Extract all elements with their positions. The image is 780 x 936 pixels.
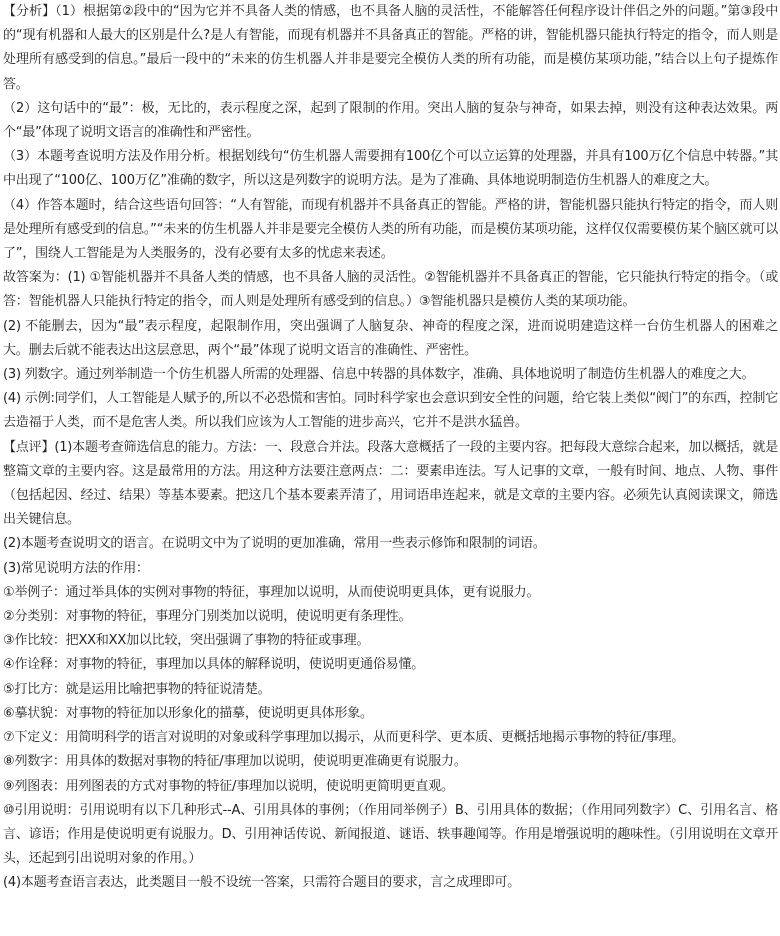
comment-paragraph-1: 【点评】(1)本题考查筛选信息的能力。方法：一、段意合并法。段落大意概括了一段的主要内容。把每段大意综合起来，加以概括，就是整篇文章的主要内容。这是最常用的方法。用这种方法要注意两点：二：要素串连法。写人记事的文章，一般有时间、地点、人物、事件（包括起因、经过、结果）等基本要素。把这几个基本要素弄清了，用词语串连起来，就是文章的主要内容。必须先认真阅读课文，筛选出关键信息。 bbox=[3, 439, 778, 528]
method-item-5: ⑤打比方：就是运用比喻把事物的特征说清楚。 bbox=[3, 681, 271, 697]
comment-paragraph-2: (2)本题考查说明文的语言。在说明文中为了说明的更加准确，常用一些表示修饰和限制的词语。 bbox=[3, 536, 546, 552]
answer-paragraph-4: (4) 示例:同学们，人工智能是人赋予的,所以不必恐慌和害怕。同时科学家也会意识到安全性的问题，给它装上类似“阀门”的东西，控制它去造福于人类，而不是危害人类。所以我们应该为人工智能的进步高兴，它并不是洪水猛兽。 bbox=[3, 391, 778, 431]
method-item-4: ④作诠释：对事物的特征，事理加以具体的解释说明，使说明更通俗易懂。 bbox=[3, 657, 425, 673]
method-item-2: ②分类别：对事物的特征，事理分门别类加以说明，使说明更有条理性。 bbox=[3, 609, 412, 625]
answer-paragraph-1: 故答案为：(1) ①智能机器并不具备人类的情感，也不具备人脑的灵活性。②智能机器并不具备真正的智能，它只能执行特定的指令。（或答：智能机器人只能执行特定的指令，而人则是处理所有感受到的信息。）③智能机器只是模仿人类的某项功能。 bbox=[3, 270, 778, 310]
analysis-paragraph-1: 【分析】（1）根据第②段中的“因为它并不具备人类的情感，也不具备人脑的灵活性，不能解答任何程序设计伴侣之外的问题。”第③段中的“现有机器和人最大的区别是什么?是人有智能，而现有机器并不具备真正的智能。严格的讲，智能机器只能执行特定的指令，而人则是处理所有感受到的信息。”最后一段中的“未来的仿生机器人并非是要完全模仿人类的所有功能，而是模仿某项功能，”结合以上句子提炼作答。 bbox=[3, 4, 778, 92]
answer-paragraph-3: (3) 列数字。通过列举制造一个仿生机器人所需的处理器、信息中转器的具体数字，准确、具体地说明了制造仿生机器人的难度之大。 bbox=[3, 367, 755, 383]
analysis-paragraph-2: （2）这句话中的“最”：极，无比的，表示程度之深，起到了限制的作用。突出人脑的复杂与神奇，如果去掉，则没有这种表达效果。两个“最”体现了说明文语言的准确性和严密性。 bbox=[3, 100, 778, 141]
comment-paragraph-3: (3)常见说明方法的作用： bbox=[3, 560, 149, 576]
answer-analysis-document bbox=[3, 0, 778, 896]
method-item-3: ③作比较：把XX和XX加以比较，突出强调了事物的特征或事理。 bbox=[3, 633, 370, 649]
analysis-paragraph-4: （4）作答本题时，结合这些语句回答：“人有智能，而现有机器并不具备真正的智能。严格的讲，智能机器只能执行特定的指令，而人则是处理所有感受到的信息。”“未来的仿生机器人并非是要完全模仿人类的所有功能，而是模仿某项功能，这样仅仅需要模仿某个脑区就可以了”，围绕人工智能是为人类服务的，没有必要有太多的忧虑来表述。 bbox=[3, 197, 778, 262]
method-item-10: ⑩引用说明：引用说明有以下几种形式--A、引用具体的事例；（作用同举例子）B、引用具体的数据；（作用同列数字）C、引用名言、格言、谚语；作用是使说明更有说服力。D、引用神话传说、新闻报道、谜语、轶事趣闻等。作用是增强说明的趣味性。（引用说明在文章开头，还起到引出说明对象的作用。） bbox=[3, 802, 778, 867]
method-item-7: ⑦下定义：用简明科学的语言对说明的对象或科学事理加以揭示，从而更科学、更本质、更概括地揭示事物的特征/事理。 bbox=[3, 730, 685, 746]
method-item-8: ⑧列数字：用具体的数据对事物的特征/事理加以说明，使说明更准确更有说服力。 bbox=[3, 754, 467, 770]
answer-paragraph-2: (2) 不能删去，因为“最”表示程度，起限制作用，突出强调了人脑复杂、神奇的程度之深，进而说明建造这样一台仿生机器人的困难之大。删去后就不能表达出这层意思，两个“最”体现了说明文语言的准确性、严密性。 bbox=[3, 318, 778, 358]
method-item-1: ①举例子：通过举具体的实例对事物的特征，事理加以说明，从而使说明更具体，更有说服力。 bbox=[3, 584, 540, 600]
analysis-paragraph-3: （3）本题考查说明方法及作用分析。根据划线句“仿生机器人需要拥有100亿个可以立运算的处理器，并具有100万亿个信息中转器。”其中出现了“100亿、100万亿”准确的数字，所以这是列数字的说明方法。是为了准确、具体地说明制造仿生机器人的难度之大。 bbox=[3, 149, 778, 189]
method-item-9: ⑨列图表：用列图表的方式对事物的特征/事理加以说明，使说明更简明更直观。 bbox=[3, 778, 454, 794]
comment-paragraph-4: (4)本题考查语言表达，此类题目一般不设统一答案，只需符合题目的要求，言之成理即可。 bbox=[3, 875, 521, 891]
method-item-6: ⑥摹状貌：对事物的特征加以形象化的描摹，使说明更具体形象。 bbox=[3, 705, 373, 721]
